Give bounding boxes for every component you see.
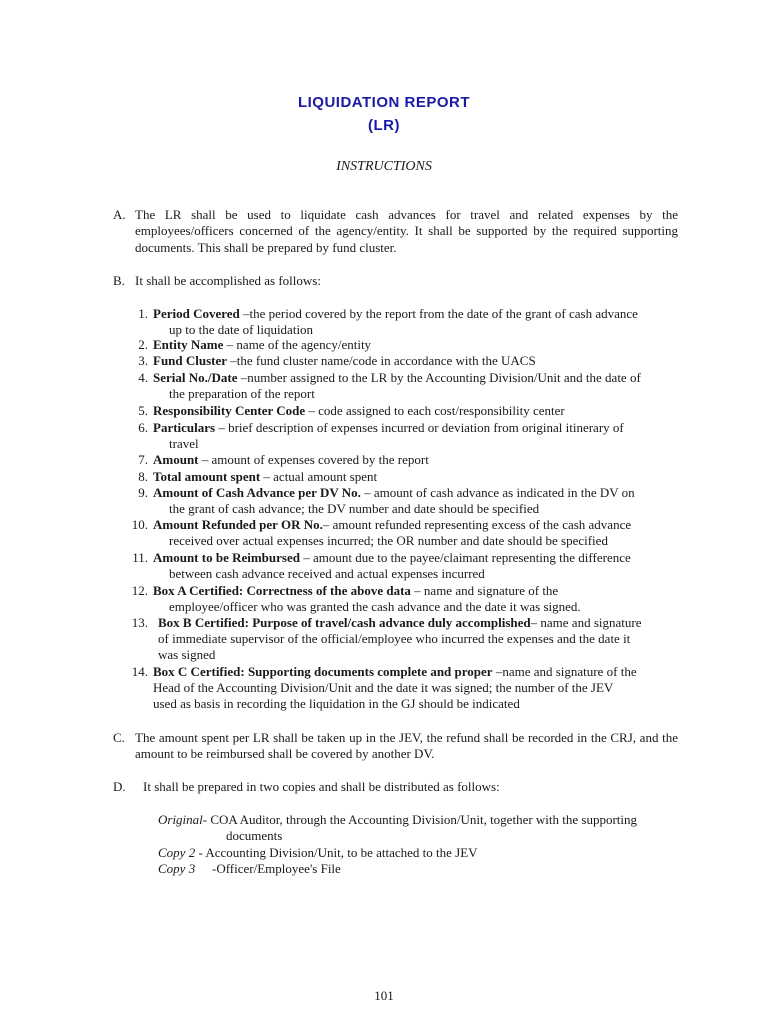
- section-letter: A.: [113, 207, 126, 222]
- item-number: 6.: [138, 420, 148, 435]
- item-number: 12.: [131, 583, 148, 598]
- item-number: 4.: [138, 370, 148, 385]
- item-term: Box B Certified: Purpose of travel/cash advance duly accomplished: [158, 615, 531, 630]
- item-number: 3.: [138, 353, 148, 368]
- item-number: 8.: [138, 469, 148, 484]
- item-continuation: between cash advance received and actual expenses incurred: [169, 566, 485, 581]
- item-term: Period Covered: [153, 306, 240, 321]
- item-continuation: employee/officer who was granted the cash advance and the date it was signed.: [169, 599, 581, 614]
- item-continuation: the preparation of the report: [169, 386, 315, 401]
- distribution-text: - Accounting Division/Unit, to be attached to the JEV: [195, 845, 478, 860]
- item-number: 14.: [131, 664, 148, 679]
- item-number: 11.: [132, 550, 148, 565]
- section-b: [113, 273, 678, 291]
- report-title: LIQUIDATION REPORT: [297, 94, 471, 111]
- item-number: 9.: [138, 485, 148, 500]
- item-continuation: Head of the Accounting Division/Unit and the date it was signed; the number of the JEV: [153, 680, 614, 695]
- item-continuation: travel: [169, 436, 199, 451]
- item-continuation: used as basis in recording the liquidation in the GJ should be indicated: [153, 696, 520, 711]
- item-description: – code assigned to each cost/responsibility center: [305, 403, 565, 418]
- item-term: Amount Refunded per OR No.: [153, 517, 323, 532]
- item-number: 7.: [138, 452, 148, 467]
- item-term: Box C Certified: Supporting documents complete and proper: [153, 664, 493, 679]
- section-letter: C.: [113, 730, 125, 745]
- item-description: –the period covered by the report from the date of the grant of cash advance: [239, 306, 638, 321]
- section-letter: B.: [113, 273, 125, 288]
- distribution-item: [158, 845, 478, 861]
- item-description: – name and signature of the: [410, 583, 559, 598]
- section-d: [113, 779, 678, 797]
- item-description: –name and signature of the: [492, 664, 637, 679]
- section-text: The amount spent per LR shall be taken up in the JEV, the refund shall be recorded in the CRJ, and the amount to be reimbursed shall be covered by another DV.: [135, 730, 678, 762]
- item-term: Fund Cluster: [153, 353, 228, 368]
- item-continuation: up to the date of liquidation: [169, 322, 314, 337]
- item-description: –number assigned to the LR by the Accounting Division/Unit and the date of: [237, 370, 641, 385]
- item-term: Amount of Cash Advance per DV No.: [153, 485, 361, 500]
- item-continuation: received over actual expenses incurred; the OR number and date should be specified: [169, 533, 608, 548]
- item-continuation: of immediate supervisor of the official/employee who incurred the expenses and the date it: [158, 631, 631, 646]
- distribution-text: -Officer/Employee's File: [212, 861, 341, 876]
- item-term: Particulars: [153, 420, 216, 435]
- page-number: 101: [374, 988, 394, 1003]
- section-text: It shall be accomplished as follows:: [135, 273, 321, 288]
- item-description: – name and signature: [530, 615, 642, 630]
- instruction-list: [122, 306, 678, 716]
- section-a: [113, 207, 678, 259]
- item-description: – name of the agency/entity: [223, 337, 372, 352]
- section-text: It shall be prepared in two copies and shall be distributed as follows:: [143, 779, 500, 794]
- section-text: The LR shall be used to liquidate cash advances for travel and related expenses by the employees/officers concerned of the agency/entity. It shall be supported by the required supporting documents. This shall be prepared by fund cluster.: [135, 207, 678, 255]
- item-term: Responsibility Center Code: [153, 403, 306, 418]
- distribution-label: Copy 2: [158, 845, 196, 860]
- distribution-label: Copy 3: [158, 861, 196, 876]
- distribution-item: [158, 861, 341, 877]
- item-number: 5.: [138, 403, 148, 418]
- item-description: – amount of expenses covered by the report: [198, 452, 429, 467]
- distribution-item: [158, 812, 678, 828]
- item-term: Entity Name: [153, 337, 224, 352]
- item-term: Amount: [153, 452, 199, 467]
- item-description: – amount due to the payee/claimant representing the difference: [299, 550, 631, 565]
- item-number: 10.: [131, 517, 148, 532]
- distribution-continuation: documents: [226, 828, 283, 843]
- item-description: – brief description of expenses incurred or deviation from original itinerary of: [215, 420, 624, 435]
- item-description: – amount of cash advance as indicated in the DV on: [360, 485, 635, 500]
- item-number: 2.: [138, 337, 148, 352]
- instructions-heading: INSTRUCTIONS: [336, 159, 432, 174]
- item-description: – amount refunded representing excess of the cash advance: [322, 517, 632, 532]
- item-description: – actual amount spent: [260, 469, 378, 484]
- item-term: Serial No./Date: [153, 370, 238, 385]
- item-term: Box A Certified: Correctness of the above data: [153, 583, 411, 598]
- distribution-list: [158, 812, 678, 882]
- item-description: –the fund cluster name/code in accordance with the UACS: [227, 353, 536, 368]
- item-number: 13.: [131, 615, 148, 630]
- section-c: [113, 730, 678, 764]
- section-letter: D.: [113, 779, 126, 794]
- distribution-label: Original: [158, 812, 203, 827]
- report-subtitle: (LR): [368, 117, 400, 134]
- distribution-text: - COA Auditor, through the Accounting Division/Unit, together with the supporting: [202, 812, 638, 827]
- item-term: Total amount spent: [153, 469, 261, 484]
- item-continuation: the grant of cash advance; the DV number and date should be specified: [169, 501, 540, 516]
- item-term: Amount to be Reimbursed: [153, 550, 300, 565]
- item-number: 1.: [138, 306, 148, 321]
- item-continuation: was signed: [158, 647, 216, 662]
